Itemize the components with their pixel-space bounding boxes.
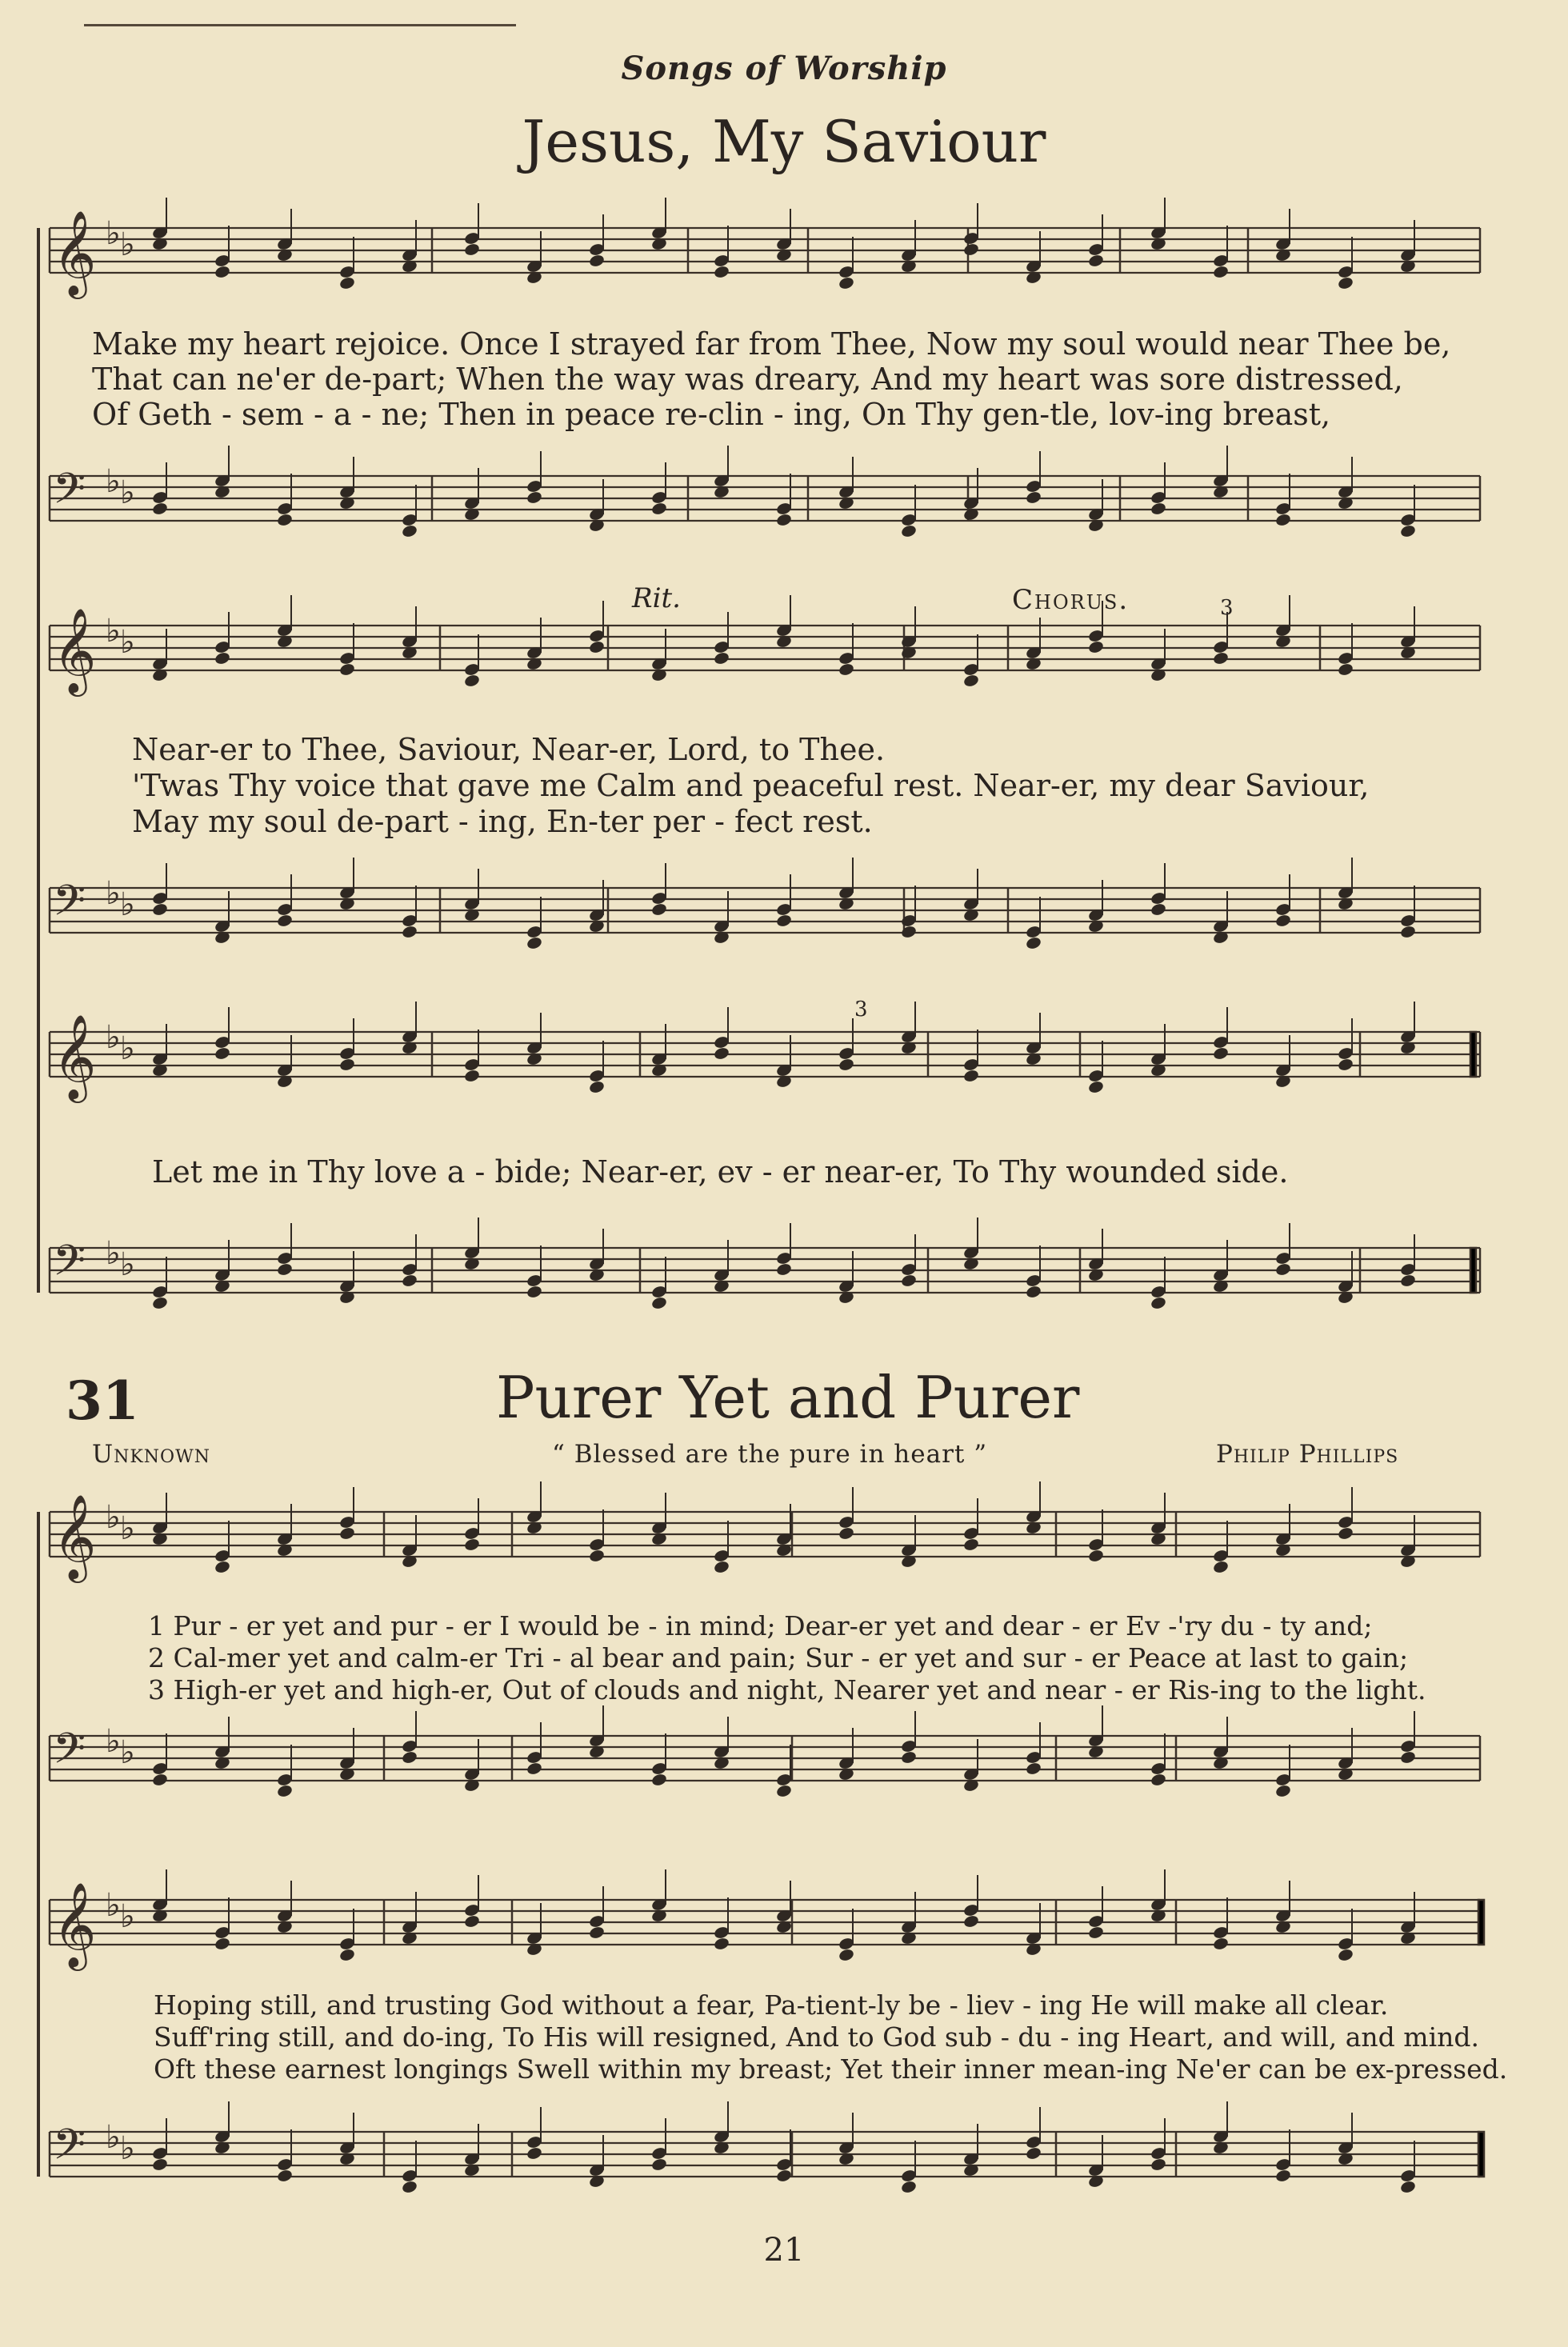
- lyric-line: 'Twas Thy voice that gave me Calm and peaceful rest. Near-er, my dear Saviour,: [132, 768, 1370, 803]
- page-number: 21: [763, 2232, 805, 2269]
- lyric-line: 1 Pur - er yet and pur - er I would be - in mind; Dear-er yet and dear - er Ev -'ry du - ty and;: [148, 1610, 1373, 1641]
- epigraph: “ Blessed are the pure in heart ”: [552, 1440, 988, 1469]
- svg-text:♭: ♭: [120, 1898, 135, 1935]
- svg-text:♭: ♭: [106, 1723, 121, 1760]
- chorus-mark: Chorus.: [1012, 584, 1130, 616]
- svg-text:𝄞: 𝄞: [53, 1014, 97, 1099]
- lyric-line: Suff'ring still, and do-ing, To His will resigned, And to God sub - du - ing Heart, and will, and mind.: [154, 2021, 1479, 2053]
- triplet-mark: 3: [1220, 596, 1234, 620]
- svg-text:♭: ♭: [106, 1887, 121, 1924]
- svg-text:♭: ♭: [106, 1235, 121, 1272]
- svg-text:♭: ♭: [120, 1246, 135, 1283]
- svg-text:𝄞: 𝄞: [53, 607, 97, 693]
- svg-text:𝄢: 𝄢: [53, 877, 86, 936]
- lyric-line: Make my heart rejoice. Once I strayed far from Thee, Now my soul would near Thee be,: [92, 326, 1451, 362]
- author-credit: Unknown: [92, 1440, 210, 1469]
- lyric-line: Hoping still, and trusting God without a fear, Pa-tient-ly be - liev - ing He will make all clear.: [154, 1989, 1389, 2021]
- rit-mark: Rit.: [632, 582, 681, 614]
- svg-text:♭: ♭: [106, 1499, 121, 1536]
- svg-text:♭: ♭: [120, 1030, 135, 1067]
- svg-text:♭: ♭: [120, 474, 135, 511]
- triplet-mark: 3: [854, 998, 868, 1022]
- composer-credit: Philip Phillips: [1216, 1440, 1399, 1469]
- lyric-line: Oft these earnest longings Swell within my breast; Yet their inner mean-ing Ne'er can be ex-pressed.: [154, 2053, 1508, 2085]
- svg-text:♭: ♭: [120, 2130, 135, 2167]
- svg-text:𝄞: 𝄞: [53, 210, 97, 295]
- svg-text:♭: ♭: [106, 1019, 121, 1056]
- lyric-line: That can ne'er de-part; When the way was dreary, And my heart was sore distressed,: [92, 362, 1403, 397]
- hymn-number: 31: [66, 1369, 139, 1432]
- lyric-line: 2 Cal-mer yet and calm-er Tri - al bear and pain; Sur - er yet and sur - er Peace at last to gain;: [148, 1642, 1409, 1673]
- svg-text:♭: ♭: [106, 215, 121, 252]
- svg-text:𝄢: 𝄢: [53, 1725, 86, 1784]
- svg-text:𝄢: 𝄢: [53, 2121, 86, 2180]
- lyric-line: Near-er to Thee, Saviour, Near-er, Lord, to Thee.: [132, 732, 886, 767]
- svg-text:♭: ♭: [120, 1734, 135, 1771]
- svg-text:♭: ♭: [120, 226, 135, 263]
- svg-text:♭: ♭: [120, 624, 135, 661]
- svg-text:𝄢: 𝄢: [53, 1237, 86, 1296]
- running-head: Songs of Worship: [621, 50, 947, 87]
- lyric-line: 3 High-er yet and high-er, Out of clouds and night, Nearer yet and near - er Ris-ing to the light.: [148, 1674, 1426, 1705]
- hymn-title-purer-yet: Purer Yet and Purer: [496, 1364, 1080, 1431]
- svg-text:𝄞: 𝄞: [53, 1493, 97, 1579]
- svg-text:♭: ♭: [106, 2119, 121, 2156]
- svg-text:♭: ♭: [106, 613, 121, 650]
- svg-text:♭: ♭: [106, 463, 121, 500]
- svg-text:𝄢: 𝄢: [53, 465, 86, 524]
- svg-text:♭: ♭: [120, 1510, 135, 1547]
- lyric-line: Let me in Thy love a - bide; Near-er, ev - er near-er, To Thy wounded side.: [152, 1154, 1289, 1189]
- lyric-line: May my soul de-part - ing, En-ter per - fect rest.: [132, 804, 873, 839]
- svg-text:♭: ♭: [106, 875, 121, 912]
- lyric-line: Of Geth - sem - a - ne; Then in peace re-clin - ing, On Thy gen-tle, lov-ing breast,: [92, 397, 1331, 432]
- svg-text:𝄞: 𝄞: [53, 1881, 97, 1967]
- hymn-title-jesus-my-saviour: Jesus, My Saviour: [522, 108, 1046, 175]
- svg-text:♭: ♭: [120, 886, 135, 923]
